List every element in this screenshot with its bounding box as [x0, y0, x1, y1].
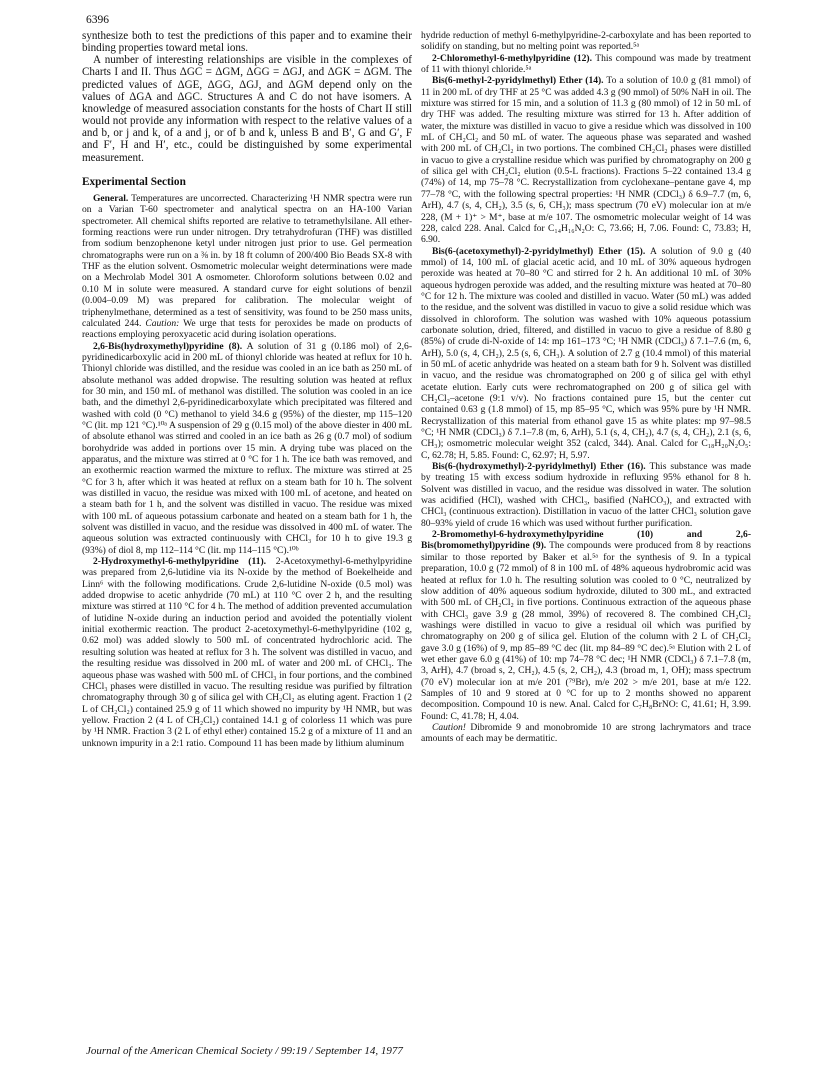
paragraph-head: 2-Hydroxymethyl-6-methylpyridine (11). [93, 556, 267, 568]
journal-footer: Journal of the American Chemical Society / 99:19 / September 14, 1977 [86, 1045, 403, 1057]
page-number: 6396 [86, 14, 109, 26]
paragraph-body: To a solution of 10.0 g (81 mmol) of 11 in 200 mL of dry THF at 25 °C was added 4.3 g (90 mmol) of 50% NaH in oil. The mixture was stirred for 15 min, and a solution of 11.3 g (80 mmol) of 12 in 50 mL of dry THF was added. The resulting mixture was stirred for 13 h. After addition of water, the mixture was distilled in vacuo to give a residue which was dissolved in 100 mL of CH₂Cl₂ and 50 mL of water. The aqueous phase was separated and washed with 200 mL of CH₂Cl₂ in two portions. The combined CH₂Cl₂ phases were distilled in vacuo to give a crystalline residue which was purified by chromatography on 200 g of silica gel with CH₂Cl₂ elution (0.5-L fractions). Fractions 5–22 contained 13.4 g (74%) of 14, mp 75–78 °C. Recrystallization from cyclohexane–pentane gave 4, mp 77–78 °C, with the following spectral properties: ¹H NMR (CDCl₃) δ 6.9–7.7 (m, 6, ArH), 4.7 (s, 4, CH₂), 3.5 (s, 6, CH₃); mass spectrum (70 eV) molecular ion at m/e 228, (M + 1)⁺ > M⁺, base at m/e 107. The osmometric molecular weight of 14 was 228, calcd 228. Anal. Calcd for C₁₄H₁₆N₂O: C, 73.66; H, 7.06. Found: C, 73.83; H, 6.90. [421, 75, 751, 246]
paragraph-body: hydride reduction of methyl 6-methylpyridine-2-carboxylate and has been reported to solidify on standing, but no melting point was reported.⁵ᵃ [421, 30, 751, 53]
paragraph-body: We urge that tests for peroxides be made on products of reactions employing peroxyacetic acid during isolation operations. [82, 317, 412, 341]
paragraph-compound-16 [421, 461, 751, 529]
section-heading: Experimental Section [82, 175, 186, 188]
paragraph-head: 2-Bromomethyl-6-hydroxymethylpyridine (10) and 2,6-Bis(bromomethyl)pyridine (9). [421, 529, 751, 552]
paragraph-head: Bis(6-methyl-2-pyridylmethyl) Ether (14). [432, 75, 604, 87]
paragraph-body: Dibromide 9 and monobromide 10 are strong lachrymators and trace amounts of each may be dermatitic. [421, 721, 751, 745]
paragraph-head: 2-Chloromethyl-6-methylpyridine (12). [432, 52, 592, 64]
paragraph-compound-14 [421, 75, 751, 245]
paragraph-caution [421, 722, 751, 745]
paragraph-compound-15 [421, 246, 751, 462]
caution-label: Caution: [145, 317, 180, 329]
left-column [82, 30, 412, 749]
paragraph-body: Temperatures are uncorrected. Characterizing ¹H NMR spectra were run on a Varian T-60 spectrometer and analytical spectra on an HA-100 Varian spectrometer. All chemical shifts reported are relative to tetramethylsilane. All ether-forming reactions were run under nitrogen. Dry tetrahydrofuran (THF) was distilled from sodium benzophenone ketyl under nitrogen just prior to use. Gel permeation chromatographs were run on a ⅜ in. by 18 ft column of 200/400 Bio Beads SX-8 with THF as the elution solvent. Osmometric molecular weight determinations were made on a Mechrolab Model 301 A osmometer. Chloroform solutions between 0.02 and 0.10 M in solute were measured. A standard curve for eight solutions of benzil (0.004–0.09 M) was prepared for calibration. The molecular weight of triphenylmethane, determined as a test of sensitivity, was found to be 250 mass units, calculated 244. [82, 193, 412, 329]
paragraph-head: General. [93, 193, 129, 205]
right-column [421, 30, 751, 745]
paragraph-head: Bis(6-(acetoxymethyl)-2-pyridylmethyl) Ether (15). [432, 245, 646, 257]
paragraph-body: The compounds were produced from 8 by reactions similar to those reported by Baker et al.⁵ᵃ for the synthesis of 9. In a typical preparation, 10.0 g (72 mmol) of 8 in 100 mL of 48% aqueous hydrobromic acid was heated at reflux for 1.0 h. The resulting solution was cooled to 0 °C, neutralized by slow addition of 40% aqueous sodium hydroxide, diluted to 300 mL, and extracted with 500 mL of CH₂Cl₂ in five portions. Continuous extraction of the aqueous phase with CHCl₃ gave 3.9 g (28 mmol, 39%) of recovered 8. The combined CH₂Cl₂ washings were distilled in vacuo to give a residual oil which was purified by chromatography on 200 g of silica gel. Elution of the column with 2 L of CH₂Cl₂ gave 3.0 g (16%) of 9, mp 85–89 °C dec (lit. mp 84–89 °C dec).⁵ᵃ Elution with 2 L of wet ether gave 6.0 g (41%) of 10: mp 74–78 °C dec; ¹H NMR (CDCl₃) δ 7.1–7.8 (m, 3, ArH), 4.7 (broad s, 2, CH₂), 4.5 (s, 2, CH₂), 4.3 (broad m, 1, OH); mass spectrum (70 eV) molecular ion at m/e 201 (⁷⁹Br), m/e 202 > m/e 201, base at m/e 122. Samples of 10 and 9 stored at 0 °C for up to 2 months showed no apparent decomposition. Compound 10 is new. Anal. Calcd for C₇H₈BrNO: C, 41.61; H, 3.99. Found: C, 41.78; H, 4.04. [421, 540, 751, 722]
paragraph-body: A solution of 31 g (0.186 mol) of 2,6-pyridinedicarboxylic acid in 200 mL of thionyl chloride was heated at reflux for 10 h. Thionyl chloride was distilled, and the residue was cooled in an ice bath as 250 mL of absolute methanol was added dropwise. The resulting solution was heated at reflux for 30 min, and 150 mL of methanol was distilled. The solution was cooled in an ice bath, and the dimethyl 2,6-pyridinedicarboxylate which precipitated was filtered and washed with cold (0 °C) methanol to yield 34.6 g (95%) of the diester, mp 115–120 °C (lit. mp 121 °C).¹⁰ᵃ A suspension of 29 g (0.15 mol) of the above diester in 400 mL of absolute ethanol was stirred and cooled in an ice bath as 26 g (0.7 mol) of sodium borohydride was added in portions over 15 min. A drying tube was placed on the apparatus, and the mixture was stirred at 0 °C for 1 h. The ice bath was removed, and an exothermic reaction warmed the mixture to reflux. The mixture was stirred at 25 °C for 3 h, after which it was heated at reflux on a steam bath for 10 h. The solvent was distilled in vacuo, the residue was mixed with 100 mL of acetone, and heated on a steam bath for 1 h, and the solvent was distilled in vacuo. The residue was mixed with 100 mL of aqueous potassium carbonate and heated on a steam bath for 1 h, the solvent was distilled in vacuo, and the residue was dissolved in 400 mL of water. The aqueous solution was extracted continuously with CHCl₃ for 10 h to give 19.3 g (93%) of diol 8, mp 112–114 °C (lit. mp 114–115 °C).¹⁰ᵇ [82, 340, 412, 556]
caution-label: Caution! [432, 721, 466, 733]
paragraph-general [82, 193, 412, 340]
intro-paragraph-1: synthesize both to test the predictions of this paper and to examine their binding properties toward metal ions. [82, 30, 412, 55]
paragraph-head: Bis(6-(hydroxymethyl)-2-pyridylmethyl) Ether (16). [432, 461, 646, 473]
paragraph-body: This substance was made by treating 15 with excess sodium hydroxide in refluxing 95% ethanol for 8 h. Solvent was distilled in vacuo, and the residue was dissolved in water. The solution was acidified (HCl), washed with CHCl₃, basified (NaHCO₃), and extracted with CHCl₃ (continuous extraction). Distillation in vacuo of the latter CHCl₃ solution gave 80–93% yield of crude 16 which was used without further purification. [421, 461, 751, 529]
paragraph-body: 2-Acetoxymethyl-6-methylpyridine was prepared from 2,6-lutidine via its N-oxide by the method of Boekelheide and Linn⁶ with the following modifications. Crude 2,6-lutidine N-oxide (0.5 mol) was added dropwise to acetic anhydride (70 mL) at 110 °C over 2 h, and the resulting mixture was stirred at 110 °C for 4 h. The method of addition prevented accumulation of lutidine N-oxide during an induction period and avoided the potentially violent initial exothermic reaction. The product 2-acetoxymethyl-6-methylpyridine (102 g, 0.62 mol) was added slowly to 500 mL of concentrated hydrochloric acid. The resulting solution was heated at reflux for 3 h. The solvent was distilled in vacuo, and the resulting residue was dissolved in 200 mL of water and 200 mL of CHCl₃. The aqueous phase was washed with 500 mL of CHCl₃ in four portions, and the combined CHCl₃ phases were distilled in vacuo. The resulting residue was purified by filtration chromatography through 30 g of silica gel with CH₂Cl₂ as eluting agent. Fraction 1 (2 L of CH₂Cl₂) contained 25.9 g of 11 which showed no impurity by ¹H NMR, but was yellow. Fraction 2 (4 L of CH₂Cl₂) contained 14.1 g of colorless 11 which was pure by ¹H NMR. Fraction 3 (2 L of ethyl ether) contained 15.2 g of a mixture of 11 and an unknown impurity in a 2:1 ratio. Compound 11 has been made by lithium aluminum [82, 556, 412, 749]
paragraph-compound-11 [82, 556, 412, 749]
paragraph-compound-12 [421, 53, 751, 76]
intro-paragraph-2: A number of interesting relationships are visible in the complexes of Charts I and II. Thus ΔGC = ΔGM, ΔGG = ΔGJ, and ΔGK = ΔGM. The predicted values of ΔGE, ΔGG, ΔGJ, and ΔGM depend only on the values of ΔGA and ΔGC. Structures A and C do not have isomers. A knowledge of measured association constants for the hosts of Chart II still would not provide any information with respect to the relative values of a and b, or j and k, of a and j, or of b and k, unless B and B′, G and G′, F and F′, H and H′, etc., could be distinguished by some experimental measurement. [82, 54, 412, 164]
paragraph-body: A solution of 9.0 g (40 mmol) of 14, 100 mL of glacial acetic acid, and 10 mL of 30% aqueous hydrogen peroxide was heated at 70–80 °C and stirred for 2 h. An additional 10 mL of 30% aqueous hydrogen peroxide was added, and the resulting mixture was heated at 70–80 °C for 12 h. The mixture was cooled and distilled in vacuo. Water (50 mL) was added to the residue, and the solvent was distilled in vacuo to give a solid residue which was dissolved in chloroform. The solution was washed with 10% aqueous potassium carbonate solution, dried, filtered, and distilled in vacuo to give a residue of 8.80 g (85%) of crude di-N-oxide of 14: mp 161–173 °C; ¹H NMR (CDCl₃) δ 7.1–7.6 (m, 6, ArH), 5.0 (s, 4, CH₂), 2.5 (s, 6, CH₃). A solution of 2.7 g (10.4 mmol) of this material in 50 mL of acetic anhydride was heated on a steam bath for 9 h. Solvent was distilled in vacuo, and the residue was chromatographed on 200 g of silica gel with ethyl acetate elution. Early cuts were rechromatographed on 200 g of silica gel with CH₂Cl₂–acetone (9:1 v/v). No fractions contained pure 15, but the center cut contained 0.63 g (1.8 mmol) of 15, mp 85–95 °C, which was 95% pure by ¹H NMR. Recrystallization of this material from ethanol gave 15 as white plates: mp 97–98.5 °C; ¹H NMR (CDCl₃) δ 7.1–7.8 (m, 6, ArH), 5.1 (s, 4, CH₂), 4.7 (s, 4, CH₂), 2.1 (s, 6, CH₃); osmometric molecular weight 352 (calcd, 344). Anal. Calcd for C₁₈H₂₀N₂O₅: C, 62.78; H, 5.85. Found: C, 62.97; H, 5.97. [421, 245, 751, 461]
paragraph-compounds-9-10 [421, 529, 751, 722]
intro-text [82, 30, 412, 164]
paragraph-body: This compound was made by treatment of 11 with thionyl chloride.⁵ᵃ [421, 52, 751, 76]
paragraph-compound-8 [82, 341, 412, 557]
paragraph-head: 2,6-Bis(hydroxymethyl)pyridine (8). [93, 340, 243, 352]
paragraph-continuation [421, 30, 751, 53]
